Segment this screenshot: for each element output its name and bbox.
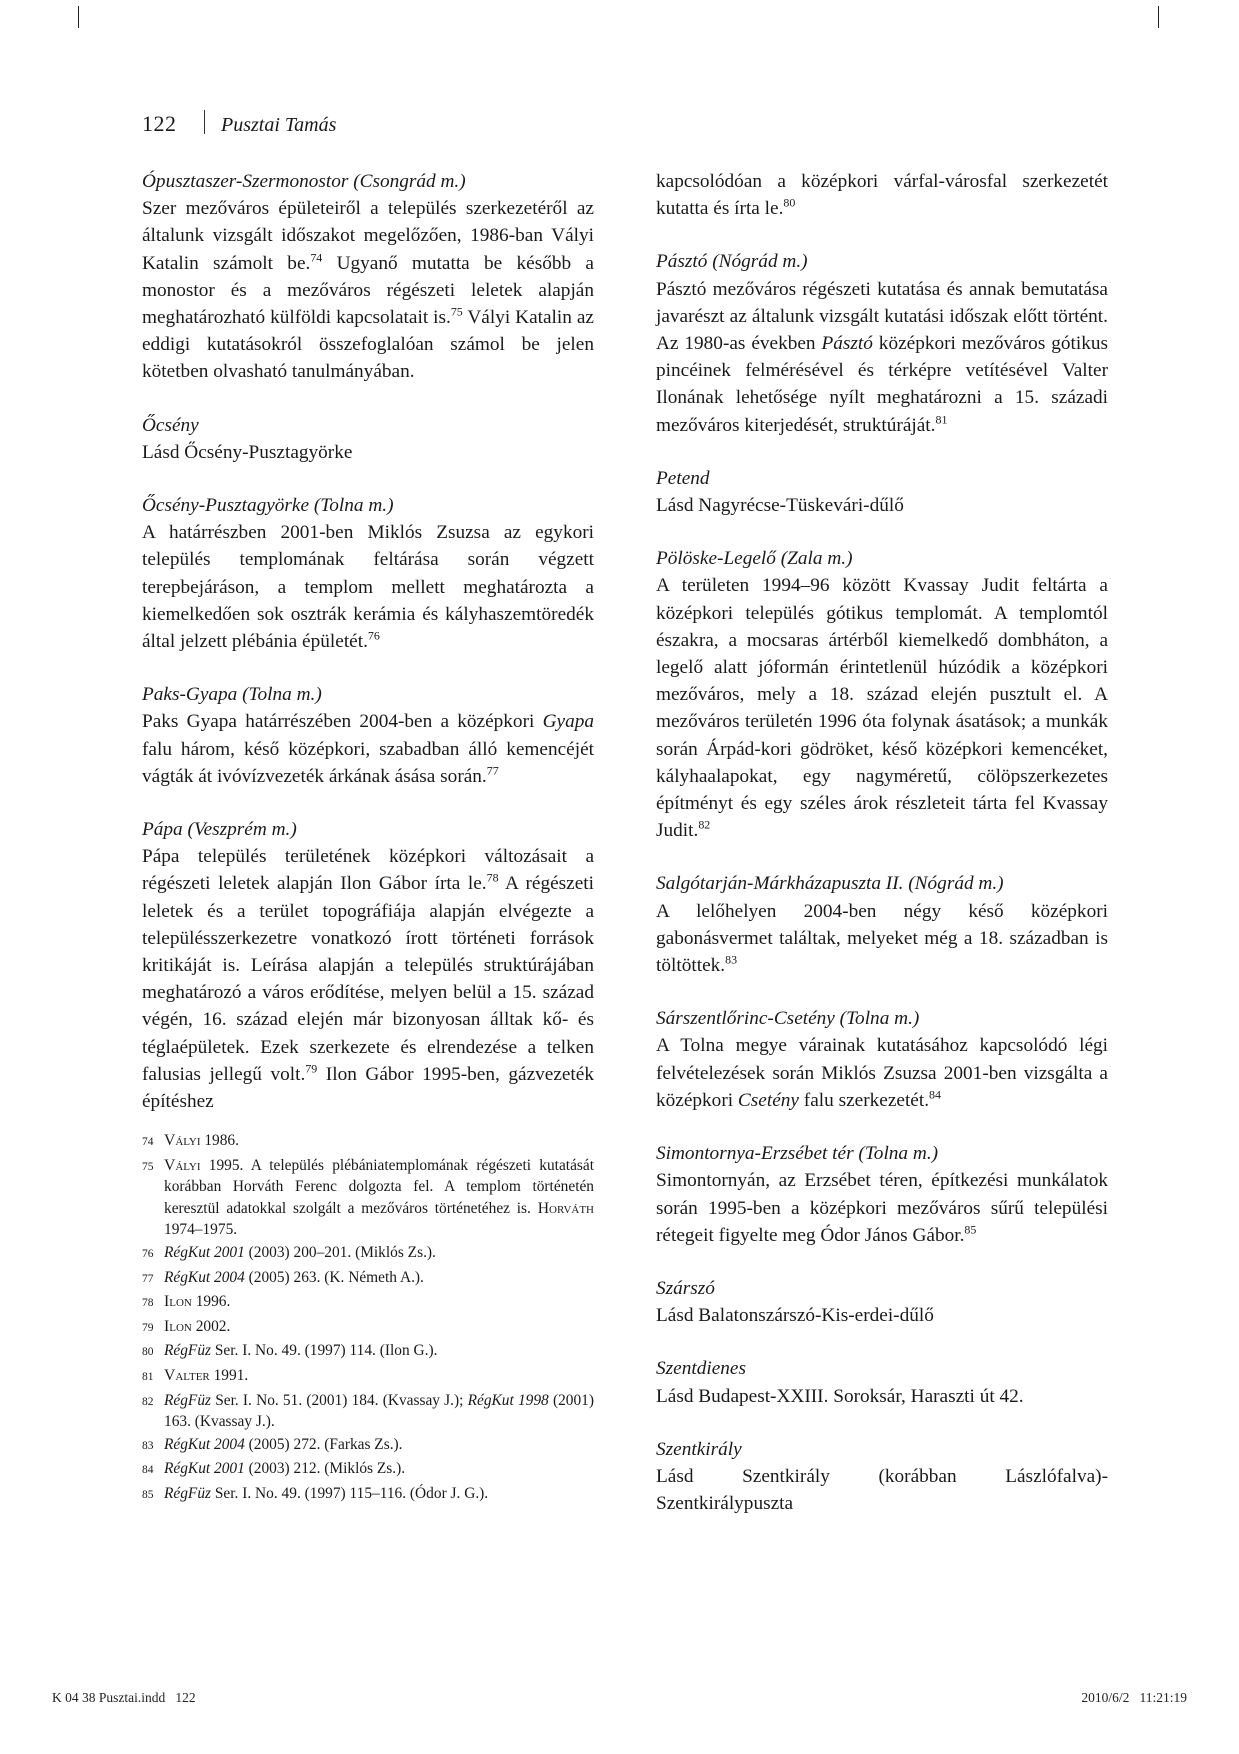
entry-heading: Petend [656, 467, 710, 489]
footnote-text: RégFüz Ser. I. No. 51. (2001) 184. (Kvassay J.); RégKut 1998 (2001) 163. (Kvassay J.). [164, 1391, 594, 1431]
entry-heading: Szentdienes [656, 1358, 746, 1380]
footer-filename: K 04 38 Pusztai.indd 122 [52, 1690, 196, 1705]
footnote-item [142, 1242, 594, 1266]
entry-heading: Szentkirály [656, 1438, 742, 1460]
entry-heading: Paks-Gyapa (Tolna m.) [142, 684, 322, 706]
footnote-number: 83 [142, 1439, 154, 1452]
page-header [142, 107, 336, 137]
running-title: Pusztai Tamás [221, 114, 337, 136]
footnote-item [142, 1155, 594, 1241]
footnote-number: 78 [142, 1297, 154, 1310]
entry-heading: Ópusztaszer-Szermonostor (Csongrád m.) [142, 171, 466, 192]
footnote-number: 84 [142, 1464, 154, 1477]
entry-paragraph: A területen 1994–96 között Kvassay Judit feltárta a középkori település gótikus templomát. A templomtól északra, a mocsaras ártérből kiemelkedő dombháton, a legelő alatt jóformán érintetlenül húzódik a középkori mezőváros, mely a 18. század elején pusztult el. A mezőváros területén 1996 óta folynak ásatások; a munkák során Árpád-kori gödröket, késő középkori kemencéket, kályhaalapokat, egy nagyméretű, cölöpszerkezetes építményt és egy széles árok részleteit tárta fel Kvassay Judit.$^{82}$ [656, 575, 1108, 842]
footnote-block [142, 1130, 594, 1508]
entry-heading: Őcsény-Pusztagyörke (Tolna m.) [142, 495, 394, 517]
footnote-item [142, 1291, 594, 1315]
footnote-item [142, 1434, 594, 1458]
entry-heading: Simontornya-Erzsébet tér (Tolna m.) [656, 1143, 939, 1165]
entry-paragraph: Pásztó mezőváros régészeti kutatása és annak bemutatása javarészt az általunk vizsgált kutatási időszak előtt történt. Az 1980-as években Pásztó középkori mezőváros gótikus pincéinek felmérésével és térképre vetítésével Valter Ilonának lehetősége nyílt meghatározni a 15. századi mezőváros kiterjedését, struktúráját.$^{81}$ [656, 278, 1108, 436]
footnote-number: 77 [142, 1272, 154, 1285]
footnote-text: RégKut 2004 (2005) 263. (K. Németh A.). [164, 1268, 424, 1286]
entry-heading: Pápa (Veszprém m.) [142, 819, 297, 841]
footnote-item [142, 1316, 594, 1340]
page-number: 122 [142, 111, 177, 136]
footnote-number: 82 [142, 1395, 154, 1408]
footnote-text: Ilon 2002. [164, 1317, 231, 1335]
footnote-text: Valter 1991. [164, 1366, 249, 1384]
column-right [656, 168, 1108, 1517]
entry-paragraph: Szer mezőváros épületeiről a település szerkezetéről az általunk vizsgált időszakot megelőzően, 1986-ban Vályi Katalin számolt be.$^{74}$ Ugyanő mutatta be később a monostor és a mezőváros régészeti leletek alapján meghatározható külföldi kapcsolatait is.$^{75}$ Vályi Katalin az eddigi kutatásokról összefoglalóan számol be jelen kötetben olvasható tanulmányában. [142, 198, 594, 383]
crop-mark-top-right [1158, 6, 1159, 28]
footnote-number: 81 [142, 1370, 154, 1383]
footnote-text: Vályi 1995. A település plébániatemplomának régészeti kutatását korábban Horváth Ferenc dolgozta fel. A templom történetén keresztül adatokkal szolgált a mezőváros történetéhez is. Horváth 1974–1975. [164, 1156, 594, 1239]
entry-heading: Szárszó [656, 1277, 715, 1299]
entry-heading: Pölöske-Legelő (Zala m.) [656, 548, 853, 570]
footnote-number: 85 [142, 1488, 154, 1501]
entry-heading: Salgótarján-Márkházapuszta II. (Nógrád m.) [656, 873, 1004, 895]
entry-paragraph: Paks Gyapa határrészében 2004-ben a középkori Gyapa falu három, késő középkori, szabadban álló kemencéjét vágták át ivóvízvezeték árkának ásása során.$^{77}$ [142, 711, 594, 787]
entry-paragraph: kapcsolódóan a középkori várfal-városfal szerkezetét kutatta és írta le.$^{80}$ [656, 171, 1108, 220]
entry-paragraph: Lásd Őcsény-Pusztagyörke [142, 441, 353, 463]
footnote-item [142, 1458, 594, 1482]
footnote-item [142, 1130, 594, 1154]
entry-paragraph: Pápa település területének középkori változásait a régészeti leletek alapján Ilon Gábor írta le.$^{78}$ A régészeti leletek és a terület topográfiája alapján elvégezte a településszerkezetre vonatkozó írott történeti források kritikáját is. Leírása alapján a település struktúrájában meghatározó a város erődítése, melyen belül a 15. század végén, 16. század elején már bizonyosan álltak kő- és téglaépületek. Ezek szerkezete és elrendezése a telken falusias jellegű volt.$^{79}$ Ilon Gábor 1995-ben, gázvezeték építéshez [142, 846, 594, 1113]
entry-paragraph: Lásd Nagyrécse-Tüskevári-dűlő [656, 495, 904, 517]
entry-paragraph: A határrészben 2001-ben Miklós Zsuzsa az egykori település templomának feltárása során végzett terepbejáráson, a templom mellett meghatározta a kiemelkedően sok osztrák kerámia és kályhaszemtöredék által jelzett plébánia épületét.$^{76}$ [142, 522, 594, 653]
entry-paragraph: Lásd Szentkirály (korábban Lászlófalva)-Szentkirálypuszta [656, 1465, 1108, 1515]
footnote-text: RégFüz Ser. I. No. 49. (1997) 114. (Ilon G.). [164, 1342, 438, 1360]
footnote-text: RégKut 2004 (2005) 272. (Farkas Zs.). [164, 1435, 403, 1453]
footnote-text: Vályi 1986. [164, 1132, 239, 1149]
entry-paragraph: A Tolna megye várainak kutatásához kapcsolódó légi felvételezések során Miklós Zsuzsa 2001-ben vizsgálta a középkori Csetény falu szerkezetét.$^{84}$ [656, 1035, 1108, 1111]
footnote-number: 75 [142, 1160, 154, 1173]
footnote-item [142, 1365, 594, 1389]
crop-mark-top-left [78, 6, 79, 28]
entry-paragraph: Lásd Balatonszárszó-Kis-erdei-dűlő [656, 1305, 934, 1327]
footnote-item [142, 1390, 594, 1433]
footer-timestamp: 2010/6/2 11:21:19 [1081, 1690, 1187, 1705]
footnote-number: 80 [142, 1346, 154, 1359]
entry-heading: Sárszentlőrinc-Csetény (Tolna m.) [656, 1008, 920, 1030]
footnote-text: RégKut 2001 (2003) 200–201. (Miklós Zs.). [164, 1243, 436, 1261]
header-divider [204, 110, 205, 134]
entry-heading: Őcsény [142, 414, 199, 436]
footnote-text: RégKut 2001 (2003) 212. (Miklós Zs.). [164, 1460, 406, 1478]
entry-paragraph: A lelőhelyen 2004-ben négy késő középkori gabonásvermet találtak, melyeket még a 18. században is töltöttek.$^{83}$ [656, 900, 1108, 977]
footnote-text: Ilon 1996. [164, 1293, 231, 1311]
footnote-item [142, 1340, 594, 1364]
entry-heading: Pásztó (Nógrád m.) [656, 251, 808, 273]
footnote-number: 76 [142, 1247, 154, 1260]
footnote-text: RégFüz Ser. I. No. 49. (1997) 115–116. (Ódor J. G.). [164, 1484, 489, 1502]
footnote-number: 74 [142, 1136, 154, 1148]
entry-paragraph: Lásd Budapest-XXIII. Soroksár, Haraszti út 42. [656, 1385, 1024, 1407]
footnote-item [142, 1483, 594, 1507]
entry-paragraph: Simontornyán, az Erzsébet téren, építkezési munkálatok során 1995-ben a középkori mezőváros sűrű települési rétegeit figyelte meg Ódor János Gábor.$^{85}$ [656, 1170, 1108, 1246]
footnote-item [142, 1267, 594, 1291]
footnote-number: 79 [142, 1321, 154, 1334]
